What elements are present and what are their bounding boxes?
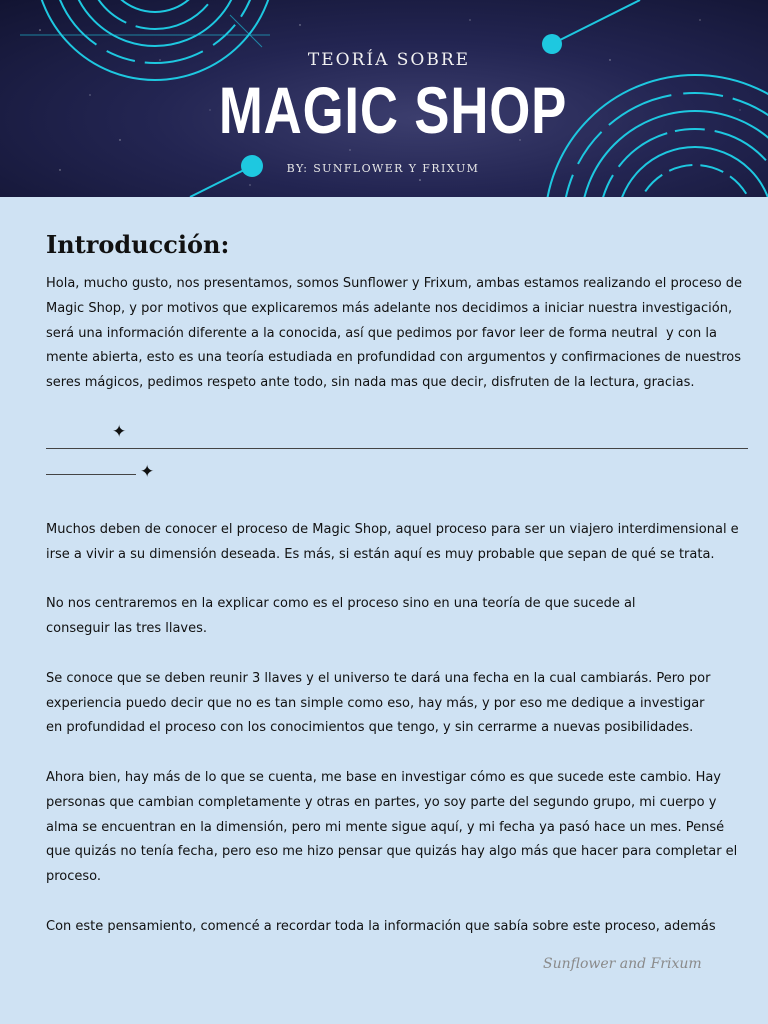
intro-paragraph: Hola, mucho gusto, nos presentamos, somos Sunflower y Frixum, ambas estamos realizando el proceso de Magic Shop, y por motivos que explicaremos más adelante nos decidimos a iniciar nuestra investigación, será una información diferente a la conocida, así que pedimos por favor leer de forma neutral y con la mente abierta, esto es una teoría estudiada en profundidad con argumentos y confirmaciones de nuestros seres mágicos, pedimos respeto ante todo, sin nada mas que decir, disfruten de la lectura, gracias. (46, 276, 747, 391)
sparkle-icon: ✦ (112, 421, 127, 442)
banner-subtitle: TEORÍA SOBRE (307, 50, 471, 70)
body-paragraph: Ahora bien, hay más de lo que se cuenta, me base en investigar cómo es que sucede este cambio. Hay personas que cambian completamente y otras en partes, yo soy parte del segundo grupo, mi cuerpo y alma se encuentran en la dimensión, pero mi mente sigue aquí, y mi fecha ya pasó hace un mes. Pensé que quizás no tenía fecha, pero eso me hizo pensar que quizás hay algo más que hacer para completar el proceso. (46, 769, 742, 885)
body-paragraph: Con este pensamiento, comencé a recordar toda la información que sabía sobre este proceso, además (46, 918, 716, 934)
body-paragraph: No nos centraremos en la explicar como es el proceso sino en una teoría de que sucede al conseguir las tres llaves. (46, 596, 636, 637)
banner-byline: BY: SUNFLOWER Y FRIXUM (286, 162, 480, 175)
sparkle-icon: ✦ (140, 461, 155, 482)
divider-short-line (46, 474, 136, 475)
section-divider (46, 422, 746, 496)
header-banner (0, 0, 768, 197)
footer-credit: Sunflower and Frixum (543, 956, 702, 972)
divider-line (46, 448, 748, 449)
body-paragraphs (46, 518, 746, 940)
body-paragraph: Muchos deben de conocer el proceso de Magic Shop, aquel proceso para ser un viajero interdimensional e irse a vivir a su dimensión deseada. Es más, si están aquí es muy probable que sepan de qué se trata. (46, 521, 743, 562)
banner-title: MAGIC SHOP (218, 73, 568, 147)
document-body (46, 226, 746, 964)
body-paragraph: Se conoce que se deben reunir 3 llaves y el universo te dará una fecha en la cual cambiarás. Pero por experiencia puedo decir que no es tan simple como eso, hay más, y por eso me dedique a investigar en profundidad el proceso con los conocimientos que tengo, y sin cerrarme a nuevas posibilidades. (46, 670, 711, 736)
intro-heading: Introducción: (46, 230, 230, 259)
